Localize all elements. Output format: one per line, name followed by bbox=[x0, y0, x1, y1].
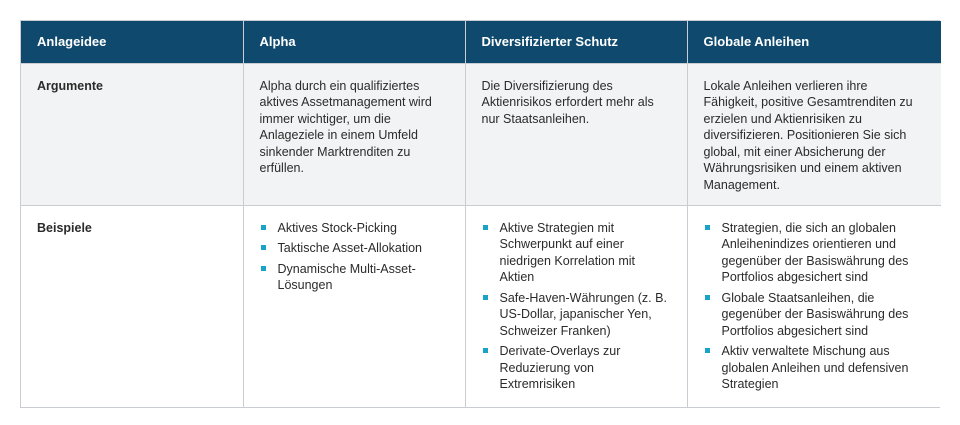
list-item-text: Globale Staatsanleihen, die gegenüber der Basiswährung des Portfolios abgesichert sind bbox=[721, 290, 909, 338]
square-bullet-icon bbox=[705, 348, 710, 353]
header-globale-anleihen: Globale Anleihen bbox=[687, 21, 941, 63]
list-item bbox=[482, 343, 671, 393]
list-item bbox=[260, 240, 449, 257]
header-row bbox=[21, 21, 941, 63]
square-bullet-icon bbox=[261, 225, 266, 230]
row-label-argumente: Argumente bbox=[21, 63, 243, 205]
row-beispiele bbox=[21, 205, 941, 407]
cell-beispiele-alpha bbox=[243, 205, 465, 407]
list-item-text: Taktische Asset-Allokation bbox=[277, 241, 423, 255]
list-item-text: Strategien, die sich an globalen Anleihenindizes orientieren und gegenüber der Basiswährung des Portfolios abgesichert sind bbox=[721, 220, 909, 284]
header-diversifizierter-schutz: Diversifizierter Schutz bbox=[465, 21, 687, 63]
list-item-text: Dynamische Multi-Asset-Lösungen bbox=[277, 261, 416, 292]
bullet-list bbox=[482, 220, 671, 393]
list-item bbox=[704, 220, 926, 286]
row-label-beispiele: Beispiele bbox=[21, 205, 243, 407]
list-item-text: Derivate-Overlays zur Reduzierung von Extremrisiken bbox=[499, 344, 621, 391]
table bbox=[21, 21, 941, 407]
cell-argumente-schutz: Die Diversifizierung des Aktienrisikos erfordert mehr als nur Staatsanleihen. bbox=[465, 63, 687, 205]
row-argumente bbox=[21, 63, 941, 205]
list-item bbox=[260, 261, 449, 294]
header-alpha: Alpha bbox=[243, 21, 465, 63]
list-item bbox=[704, 343, 926, 393]
square-bullet-icon bbox=[705, 295, 710, 300]
bullet-list bbox=[704, 220, 926, 393]
header-anlageidee: Anlageidee bbox=[21, 21, 243, 63]
list-item bbox=[704, 290, 926, 340]
comparison-table bbox=[20, 20, 940, 408]
square-bullet-icon bbox=[261, 266, 266, 271]
square-bullet-icon bbox=[483, 295, 488, 300]
list-item-text: Safe-Haven-Währungen (z. B. US-Dollar, japanischer Yen, Schweizer Franken) bbox=[499, 290, 667, 338]
list-item bbox=[482, 290, 671, 340]
cell-beispiele-anleihen bbox=[687, 205, 941, 407]
square-bullet-icon bbox=[705, 225, 710, 230]
list-item-text: Aktives Stock-Picking bbox=[277, 220, 397, 235]
list-item-text: Aktive Strategien mit Schwerpunkt auf einer niedrigen Korrelation mit Aktien bbox=[499, 220, 635, 284]
bullet-list bbox=[260, 220, 449, 294]
cell-argumente-anleihen: Lokale Anleihen verlieren ihre Fähigkeit, positive Gesamtrenditen zu erzielen und Aktienrisiken zu diversifizieren. Positionieren Sie sich global, mit einer Absicherung der Währungsrisiken und einem aktiven Management. bbox=[687, 63, 941, 205]
list-item bbox=[482, 220, 671, 286]
square-bullet-icon bbox=[483, 225, 488, 230]
square-bullet-icon bbox=[261, 245, 266, 250]
square-bullet-icon bbox=[483, 348, 488, 353]
cell-argumente-alpha: Alpha durch ein qualifiziertes aktives Assetmanagement wird immer wichtiger, um die Anlageziele in einem Umfeld sinkender Marktrenditen zu erfüllen. bbox=[243, 63, 465, 205]
list-item bbox=[260, 220, 449, 237]
cell-beispiele-schutz bbox=[465, 205, 687, 407]
list-item-text: Aktiv verwaltete Mischung aus globalen Anleihen und defensiven Strategien bbox=[721, 344, 909, 391]
